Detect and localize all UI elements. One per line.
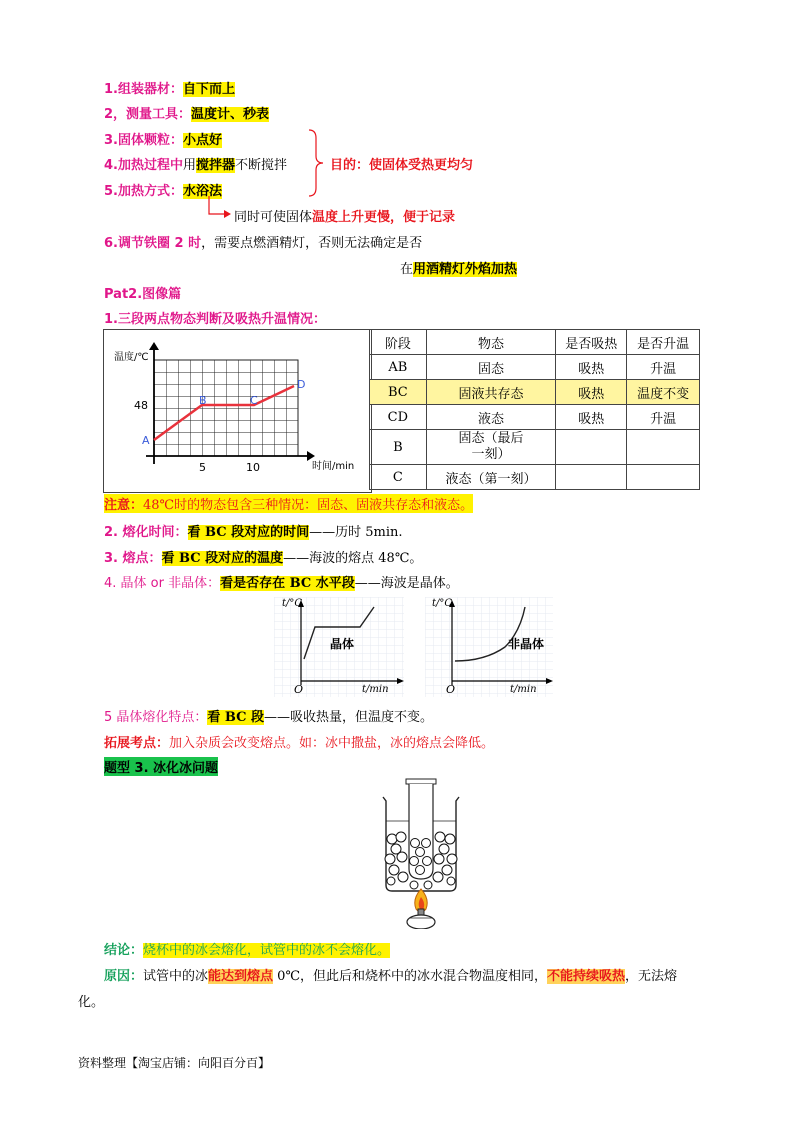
reason-text-3: ，无法熔 bbox=[625, 969, 678, 984]
table-cell: 升温 bbox=[627, 355, 700, 380]
reason-line bbox=[104, 965, 677, 984]
reason-line-2: 化。 bbox=[78, 995, 105, 1010]
l3-label: 3.固体颗粒： bbox=[104, 133, 183, 148]
l2-value: 温度计、秒表 bbox=[191, 107, 270, 122]
table-cell bbox=[627, 465, 700, 490]
l3-value: 小点好 bbox=[182, 133, 222, 148]
table-cell: 升温 bbox=[627, 405, 700, 430]
l6-value: 用酒精灯外焰加热 bbox=[413, 262, 518, 277]
point-a-label: A bbox=[142, 434, 150, 447]
table-row bbox=[370, 465, 700, 490]
section-5 bbox=[104, 706, 433, 725]
s2-value: 看 BC 段对应的时间 bbox=[187, 525, 310, 540]
s2-label: 2. 熔化时间： bbox=[104, 525, 188, 540]
table-cell: 固态 bbox=[426, 355, 556, 380]
section-2 bbox=[104, 521, 403, 540]
s2-text: ——历时 5min. bbox=[309, 525, 403, 540]
table-cell: 固态（最后一刻） bbox=[426, 430, 556, 465]
ext-label: 拓展考点： bbox=[104, 736, 170, 751]
line-2 bbox=[104, 103, 269, 122]
l6-text: ，需要点燃酒精灯，否则无法确定是否 bbox=[201, 236, 423, 251]
part2-heading: Pat2.图像篇 bbox=[104, 287, 182, 302]
l1-label: 1.组装器材： bbox=[104, 82, 183, 97]
line-5 bbox=[104, 180, 222, 199]
note-text: 同时可使固体 bbox=[234, 210, 313, 225]
s4-label: 4. 晶体 or 非晶体： bbox=[104, 576, 221, 591]
graph1-ylabel: 温度/℃ bbox=[114, 352, 149, 363]
reason-emphasis-1: 能达到熔点 bbox=[208, 969, 274, 984]
s5-text: ——吸收热量，但温度不变。 bbox=[264, 710, 434, 725]
notice-text: 48℃时的物态包含三种情况：固态、固液共存态和液态。 bbox=[143, 498, 474, 513]
extension-line bbox=[104, 732, 494, 751]
table-cell bbox=[627, 430, 700, 465]
table-header-row bbox=[370, 330, 700, 355]
line-3 bbox=[104, 129, 222, 148]
table-header: 物态 bbox=[426, 330, 556, 355]
graph3-label: 非晶体 bbox=[508, 637, 545, 651]
table-cell: 吸热 bbox=[556, 355, 627, 380]
table-header: 阶段 bbox=[370, 330, 427, 355]
section-1-heading: 1.三段两点物态判断及吸热升温情况： bbox=[104, 312, 326, 327]
graph3-origin: O bbox=[446, 683, 456, 696]
table-cell: AB bbox=[370, 355, 427, 380]
l5-label: 5.加热方式： bbox=[104, 184, 183, 199]
s3-text: ——海波的熔点 48℃。 bbox=[283, 551, 423, 566]
l4-tail: 不断搅拌 bbox=[235, 158, 288, 173]
l5-value: 水浴法 bbox=[182, 184, 222, 199]
l1-value: 自下而上 bbox=[182, 82, 235, 97]
table-cell: 温度不变 bbox=[627, 380, 700, 405]
l4-value: 搅拌器 bbox=[196, 158, 236, 173]
graph1-xtick-10: 10 bbox=[246, 461, 260, 474]
table-cell: 液态（第一刻） bbox=[426, 465, 556, 490]
graph2-label: 晶体 bbox=[330, 637, 355, 651]
graph1-ytick: 48 bbox=[134, 399, 148, 412]
section-4 bbox=[104, 572, 459, 591]
table-header: 是否升温 bbox=[627, 330, 700, 355]
table-cell: C bbox=[370, 465, 427, 490]
l4-label: 4.加热过程中 bbox=[104, 158, 183, 173]
table-cell: 吸热 bbox=[556, 380, 627, 405]
notice-line bbox=[104, 494, 473, 513]
note-line bbox=[234, 206, 455, 225]
conclusion-text: 烧杯中的冰会熔化，试管中的冰不会熔化。 bbox=[143, 943, 391, 958]
purpose-text: 目的：使固体受热更均匀 bbox=[330, 158, 474, 173]
table-cell: 液态 bbox=[426, 405, 556, 430]
graph2-xlabel: t/min bbox=[362, 684, 389, 695]
section-3 bbox=[104, 547, 422, 566]
table-cell: CD bbox=[370, 405, 427, 430]
beaker-illustration bbox=[376, 777, 466, 929]
s4-text: ——海波是晶体。 bbox=[354, 576, 459, 591]
table-cell: 固液共存态 bbox=[426, 380, 556, 405]
table-cell bbox=[556, 430, 627, 465]
notice-label: 注意： bbox=[104, 498, 144, 513]
graph2-origin: O bbox=[294, 683, 304, 696]
table-cell: BC bbox=[370, 380, 427, 405]
table-header: 是否吸热 bbox=[556, 330, 627, 355]
point-c-label: C bbox=[250, 394, 258, 407]
table-cell: 吸热 bbox=[556, 405, 627, 430]
table-row bbox=[370, 430, 700, 465]
line-6 bbox=[104, 232, 422, 251]
point-d-label: D bbox=[297, 378, 306, 391]
reason-emphasis-2: 不能持续吸热 bbox=[547, 969, 626, 984]
note-emphasis: 温度上升更慢，便于记录 bbox=[312, 210, 456, 225]
phase-table bbox=[369, 329, 700, 490]
type3-heading: 题型 3. 冰化冰问题 bbox=[104, 757, 218, 776]
l6-label: 6.调节铁圈 2 时 bbox=[104, 236, 202, 251]
s3-label: 3. 熔点： bbox=[104, 551, 162, 566]
ext-text: 加入杂质会改变熔点。如：冰中撒盐，冰的熔点会降低。 bbox=[169, 736, 495, 751]
reason-text-2: 0℃，但此后和烧杯中的冰水混合物温度相同， bbox=[273, 969, 547, 984]
reason-label: 原因： bbox=[104, 969, 144, 984]
table-row bbox=[370, 405, 700, 430]
l2-label: 2，测量工具： bbox=[104, 107, 192, 122]
footer-text: 资料整理【淘宝店铺：向阳百分百】 bbox=[78, 1056, 271, 1070]
line-4 bbox=[104, 154, 287, 173]
graph3-ylabel: t/°C bbox=[432, 598, 453, 609]
brace bbox=[306, 128, 326, 198]
graph1-xlabel: 时间/min bbox=[312, 461, 355, 472]
table-cell: B bbox=[370, 430, 427, 465]
s5-value: 看 BC 段 bbox=[207, 710, 265, 725]
graph3-xlabel: t/min bbox=[510, 684, 537, 695]
conclusion-label: 结论： bbox=[104, 943, 144, 958]
table-cell bbox=[556, 465, 627, 490]
s3-value: 看 BC 段对应的温度 bbox=[161, 551, 284, 566]
s4-value: 看是否存在 BC 水平段 bbox=[220, 576, 355, 591]
reason-text-1: 试管中的冰 bbox=[143, 969, 209, 984]
table-row bbox=[370, 355, 700, 380]
graph2-ylabel: t/°C bbox=[282, 598, 303, 609]
graph1-xtick-5: 5 bbox=[199, 461, 206, 474]
s5-label: 5 晶体熔化特点： bbox=[104, 710, 208, 725]
l6-text2: 在 bbox=[400, 262, 414, 277]
table-row-highlight bbox=[370, 380, 700, 405]
point-b-label: B bbox=[199, 394, 207, 407]
l4-text: 用 bbox=[182, 158, 196, 173]
arrow-icon bbox=[206, 196, 234, 222]
line-1 bbox=[104, 78, 235, 97]
line-6b bbox=[400, 258, 517, 277]
conclusion-line bbox=[104, 939, 390, 958]
